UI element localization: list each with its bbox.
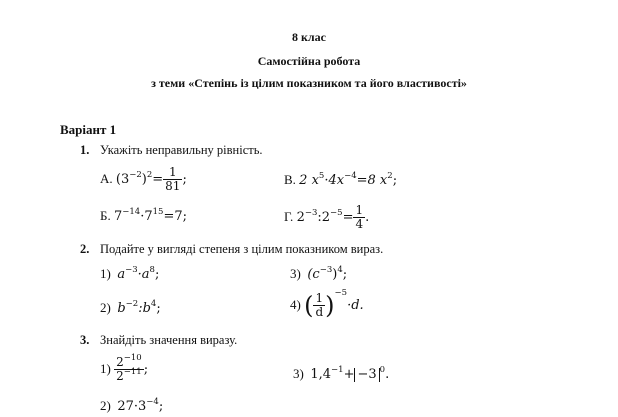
task-2-item-2: 2) $b^{-2}:b^4$;	[100, 299, 161, 316]
item-label: 2)	[100, 398, 111, 413]
item-label: 4)	[290, 297, 301, 312]
fraction: $\frac{1}{81}$	[165, 165, 181, 193]
task-2-item-1: 1) $a^{-3}\cdot a^8$;	[100, 265, 160, 282]
absolute-value: −3	[354, 368, 379, 382]
option-label: Г.	[284, 209, 294, 224]
work-type-heading: Самостійна робота	[257, 54, 361, 68]
task-2-item-4: 4) ( $\frac{1}{d}$ )$^{-5}$·d.	[290, 288, 364, 320]
task-2-item-3: 3) $(c^{-3})^4$;	[290, 265, 348, 282]
task-3-item-2: 2) $27\cdot 3^{-4}$;	[100, 397, 164, 414]
task-3-item-1: 1) $\frac{2^{-10}}{2^{-11}}$ ;	[100, 353, 149, 383]
task-text: Подайте у вигляді степеня з цілим показником вираз.	[100, 242, 384, 256]
task-1-option-a: А. $(3^{-2})^2=$ $\frac{1}{81}$ ;	[100, 165, 187, 193]
task-1-option-g: Г. $2^{-3}:2^{-5}=$ $\frac{1}{4}$ .	[284, 203, 370, 231]
item-label: 2)	[100, 300, 111, 315]
grade-heading: 8 клас	[292, 30, 326, 44]
task-3-item-3: 3) $1,4^{-1}+ -3$ $^0$.	[293, 365, 390, 382]
task-1-option-b: Б. $7^{-14}\cdot 7^{15}=7$;	[100, 207, 187, 224]
item-label: 1)	[100, 266, 111, 281]
item-label: 3)	[290, 266, 301, 281]
task-1	[80, 143, 263, 158]
fraction: $\frac{2^{-10}}{2^{-11}}$	[116, 353, 142, 383]
task-number: 3.	[80, 333, 90, 347]
option-label: Б.	[100, 208, 111, 223]
fraction: $\frac{1}{4}$	[355, 203, 364, 231]
task-3	[80, 333, 237, 348]
task-number: 2.	[80, 242, 90, 256]
topic-heading: з теми «Степінь із цілим показником та його властивості»	[151, 76, 467, 90]
fraction: $\frac{1}{d}$	[315, 291, 324, 319]
task-text: Знайдіть значення виразу.	[100, 333, 238, 347]
task-number: 1.	[80, 143, 90, 157]
item-label: 1)	[100, 361, 111, 376]
variant-title: Варіант 1	[60, 122, 117, 137]
option-label: В.	[284, 172, 296, 187]
option-label: А.	[100, 171, 113, 186]
task-1-option-v: В. 2 $x^5\cdot 4x^{-4}=8$ $x^2$;	[284, 171, 398, 188]
task-2	[80, 242, 383, 257]
task-text: Укажіть неправильну рівність.	[100, 143, 263, 157]
item-label: 3)	[293, 366, 304, 381]
